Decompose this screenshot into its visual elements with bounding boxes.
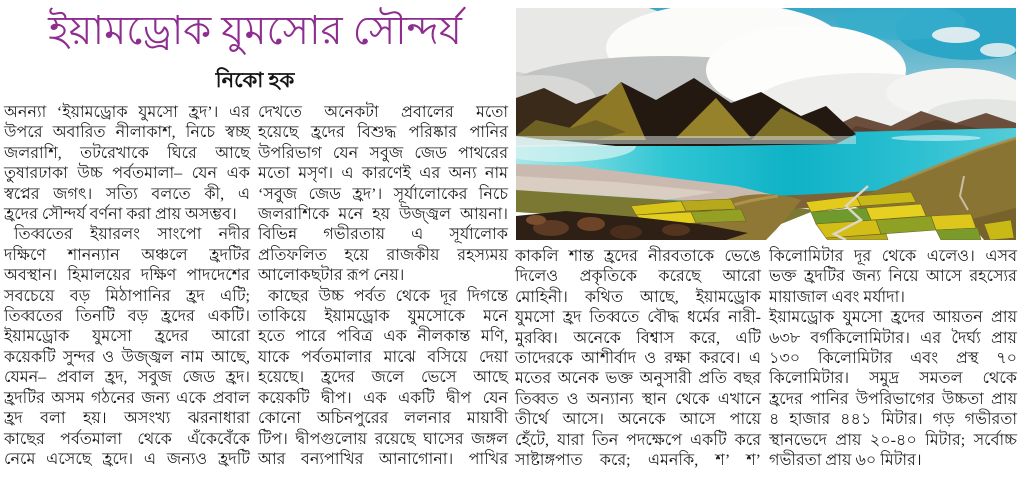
text-line: উপরিভাগ যেন সবুজ জেড পাথরের: [258, 144, 508, 162]
text-line: হয়েছে হ্রদের বিশুদ্ধ পরিষ্কার পানির: [258, 124, 508, 142]
text-line: দক্ষিণে শানন্যান অঞ্চলে হ্রদটির: [4, 246, 250, 264]
text-line: গভীরতা প্রায় ৬০ মিটার।: [769, 452, 922, 470]
article-author: নিকো হক: [215, 68, 295, 92]
yamdrok-lake-photo: [516, 8, 1016, 240]
text-line: মায়াজাল এবং মর্যাদা।: [769, 288, 905, 306]
text-line: যুমসো হ্রদ তিব্বতে বৌদ্ধ ধর্মের নারী-: [515, 309, 761, 327]
text-column-1: [4, 103, 250, 470]
text-line: কাছের উচ্চ পর্বত থেকে দূর দিগন্তে: [268, 287, 508, 305]
text-line: উপরে অবারিত নীলাকাশ, নিচে স্বচ্ছ: [4, 124, 250, 142]
text-line: তিব্বত ও অন্যান্য স্থান থেকে এখানে: [515, 390, 761, 408]
text-line: স্থানভেদে প্রায় ২০-৪০ মিটার; সর্বোচ্চ: [769, 431, 1017, 449]
text-line: হ্রদটির অসম গঠনের জন্য একে প্রবাল: [4, 389, 250, 407]
text-line: তাদেরকে আশীর্বাদ ও রক্ষা করবে। এ: [515, 350, 761, 368]
text-line: ইয়ামড্রোক যুমসো হ্রদের আয়তন প্রায়: [769, 309, 1017, 327]
text-line: হ্রদ বলা হয়। অসংখ্য ঝরনাধারা: [4, 410, 250, 428]
text-line: অনন্যা ‘ইয়ামড্রোক যুমসো হ্রদ’। এর: [4, 104, 250, 121]
text-line: মতো মসৃণ। এ কারণেই এর অন্য নাম: [258, 165, 508, 183]
text-line: হ্রদের পানির উপরিভাগের উচ্চতা প্রায়: [769, 390, 1017, 408]
text-line: ৬৩৮ বর্গকিলোমিটার। এর দৈর্ঘ্য প্রায়: [769, 329, 1017, 347]
text-line: দেখতে অনেকটা প্রবালের মতো: [258, 104, 508, 121]
lake-landscape-illustration: [516, 8, 1016, 240]
text-line: কাছের পর্বতমালা থেকে এঁকেবেঁকে: [4, 430, 250, 448]
text-line: নেমে এসেছে হ্রদে। এ জন্যও হ্রদটি: [4, 450, 250, 468]
text-line: তিব্বতের তিনটি বড় হ্রদের একটি।: [4, 308, 250, 326]
text-column-3: [515, 247, 761, 471]
text-line: দিলেও প্রকৃতিকে করেছে আরো: [515, 268, 761, 286]
text-column-4: [769, 247, 1017, 471]
text-line: ভক্ত হ্রদটির জন্য নিয়ে আসে রহস্যের: [769, 268, 1017, 286]
text-line: যেমন– প্রবাল হ্রদ, সবুজ জেড হ্রদ।: [4, 369, 250, 387]
text-line: আলোকছটার রূপ নেয়।: [258, 267, 405, 285]
text-line: হ্রদের সৌন্দর্য বর্ণনা করা প্রায় অসম্ভব।: [4, 206, 237, 224]
text-line: কয়েকটি সুন্দর ও উজ্জ্বল নাম আছে,: [4, 348, 250, 366]
text-line: ‘সবুজ জেড হ্রদ’। সূর্যালোকের নিচে: [258, 185, 508, 203]
text-line: টিপ। দ্বীপগুলোয় রয়েছে ঘাসের জঙ্গল: [258, 430, 508, 448]
text-line: কাকলি শান্ত হ্রদের নীরবতাকে ভেঙে: [515, 248, 761, 265]
text-line: ইয়ামড্রোক যুমসো হ্রদের আরো: [4, 328, 250, 346]
text-line: ৪ হাজার ৪৪১ মিটার। গড় গভীরতা: [769, 411, 1017, 429]
text-line: কিলোমিটার। সমুদ্র সমতল থেকে: [769, 370, 1017, 388]
text-line: জলরাশিকে মনে হয় উজ্জ্বল আয়না।: [258, 206, 508, 224]
text-line: তীর্থে আসে। অনেকে আসে পায়ে: [515, 411, 761, 429]
text-line: হয়েছে। হ্রদের জলে ভেসে আছে: [258, 369, 508, 387]
text-line: অবস্থান। হিমালয়ের দক্ষিণ পাদদেশের: [4, 267, 250, 285]
text-line: আর বন্যপাখির আনাগোনা। পাখির: [258, 450, 508, 468]
text-line: ১৩০ কিলোমিটার এবং প্রস্থ ৭০: [769, 350, 1017, 368]
text-line: তাকিয়ে ইয়ামড্রোক যুমসোকে মনে: [258, 308, 508, 326]
text-line: প্রতিফলিত হয়ে রাজকীয় রহস্যময়: [258, 246, 508, 264]
text-line: তিব্বতের ইয়ারলং সাংপো নদীর: [14, 226, 250, 244]
text-line: স্বপ্নের জগৎ। সত্যি বলতে কী, এ: [4, 185, 250, 203]
text-line: সবচেয়ে বড় মিঠাপানির হ্রদ এটি;: [4, 287, 250, 305]
text-line: যাকে পর্বতমালার মাঝে বসিয়ে দেয়া: [258, 348, 508, 366]
article-title: ইয়ামড্রোক যুমসোর সৌন্দর্য: [48, 8, 462, 53]
text-line: মুরব্বি। অনেকে বিশ্বাস করে, এটি: [515, 329, 761, 347]
text-line: বিভিন্ন গভীরতায় এ সূর্যালোক: [258, 226, 508, 244]
text-line: মতের অনেক ভক্ত অনুসারী প্রতি বছর: [515, 370, 761, 388]
text-line: তুষারঢাকা উচ্চ পর্বতমালা– যেন এক: [4, 165, 250, 183]
text-line: মোহিনী। কথিত আছে, ইয়ামড্রোক: [515, 288, 761, 306]
text-column-2: [258, 103, 508, 470]
text-line: কয়েকটি দ্বীপ। এক একটি দ্বীপ যেন: [258, 389, 508, 407]
text-line: জলরাশি, তটরেখাকে ঘিরে আছে: [4, 144, 250, 162]
text-line: হেঁটে, যারা তিন পদক্ষেপে একটি করে: [515, 431, 761, 449]
text-line: সাষ্টাঙ্গপাত করে; এমনকি, শ’ শ’: [515, 452, 761, 470]
text-line: কিলোমিটার দূর থেকে এলেও। এসব: [769, 248, 1017, 265]
text-line: হতে পারে পবিত্র এক নীলকান্ত মণি,: [258, 328, 508, 346]
text-line: কোনো অচিনপুরের ললনার মায়াবী: [258, 410, 508, 428]
